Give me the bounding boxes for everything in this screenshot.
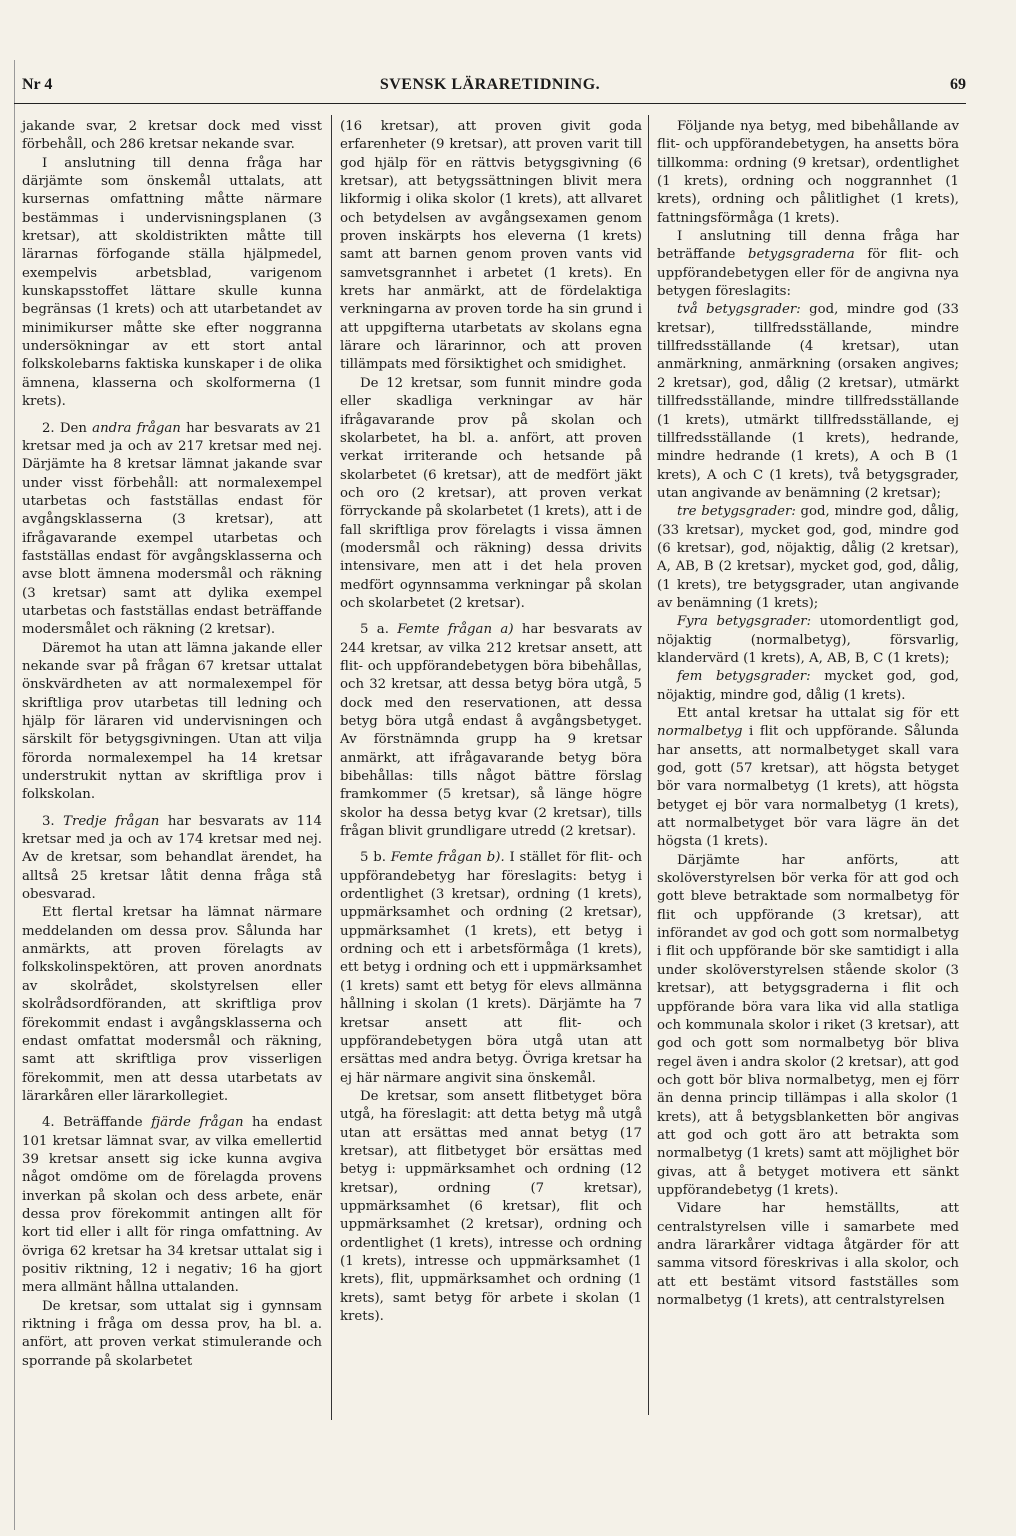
paragraph: De 12 kretsar, som funnit mindre goda eller skadliga verkningar av här ifrågavarande prov på skolan och skolarbetet, ha bl. a. anfört, att proven verkat irriterande och hetsande på skolarbetet (6 kretsar), att de medfört jäkt och oro (2 kretsar), att proven verkat förryckande på skolarbetet (1 krets), att i de fall skriftliga prov förelagts i vissa ämnen (modersmål och räkning) dessa drivits intensivare, men att i det hela proven medfört ogynnsamma verkningar på skolan och skolarbetet (2 kretsar). [340,375,642,611]
paragraph: Fyra betygsgrader: utomordentligt god, nöjaktig (normalbetyg), försvarlig, klandervärd (1 krets), A, AB, B, C (1 krets); [657,614,959,666]
paragraph: Vidare har hemställts, att centralstyrelsen ville i samarbete med andra lärarkårer vidtaga åtgärder för att samma vitsord föreskrivas i alla skolor, och att ett bestämt vitsord fastställes som normalbetyg (1 krets), att centralstyrelsen [657,1201,959,1308]
paragraph: fem betygsgrader: mycket god, god, nöjaktig, mindre god, dålig (1 krets). [657,669,959,703]
column-3 [657,118,959,1310]
paragraph: två betygsgrader: god, mindre god (33 kretsar), tillfredsställande, mindre tillfredsställande (4 kretsar), utan anmärkning, anmärkning (orsaken angives; 2 kretsar), god, dålig (2 kretsar), utmärkt tillfredsställande, mindre tillfredsställande (1 krets), utmärkt tillfredsställande, ej tillfredsställande (1 krets), hedrande, mindre hedrande (1 krets), A och B (1 krets), A och C (1 krets), två betygsgrader, utan angivande av benämning (2 kretsar); [657,302,959,501]
column-divider-1 [331,115,332,1420]
paragraph: Ett flertal kretsar ha lämnat närmare meddelanden om dessa prov. Sålunda har anmärkts, att proven förelagts av folkskolinspektören, att proven anordnats av skolrådet, skolstyrelsen eller skolrådsordföranden, att skriftliga prov förekommit endast i avgångsklasserna och endast omfattat modersmål och räkning, samt att skriftliga prov visserligen förekommit, men att dessa utarbetats av lärarkåren eller lärarkollegiet. [22,905,322,1104]
column-2 [340,118,642,1326]
paragraph: De kretsar, som uttalat sig i gynnsam riktning i fråga om dessa prov, ha bl. a. anfört, att proven verkat stimulerande och sporrande på skolarbetet [22,1298,322,1369]
paragraph: 5 a. Femte frågan a) har besvarats av 244 kretsar, av vilka 212 kretsar ansett, att flit- och uppförandebetygen böra bibehållas, och 32 kretsar, att dessa betyg böra utgå, 5 dock med den reservationen, att dessa betyg böra utgå endast å avgångsbetyget. Av förstnämnda grupp ha 9 kretsar anmärkt, att ifrågavarande betyg böra bibehållas: tills något bättre förslag framkommer (5 kretsar), så länge högre skolor ha dessa betyg kvar (2 kretsar), tills frågan blivit grundligare utredd (2 kretsar). [340,622,643,840]
paragraph: I anslutning till denna fråga har därjämte som önskemål uttalats, att kursernas omfattning måtte närmare bestämmas i undervisningsplanen (3 kretsar), att skoldistrikten måtte till lärarnas förfogande ställa hjälpmedel, exempelvis arbetsblad, varigenom kunskapsstoffet lättare skulle kunna begränsas (1 krets) och att utarbetandet av minimikurser måtte ske efter noggranna undersökningar av ett stort antal folkskolebarns faktiska kunskaper i de olika ämnena, klasserna och skolformerna (1 krets). [22,155,322,410]
paragraph: Följande nya betyg, med bibehållande av flit- och uppförandebetygen, ha ansetts böra tillkomma: ordning (9 kretsar), ordentlighet (1 krets), ordning och noggrannhet (1 krets), ordning och pålitlighet (1 krets), fattningsförmåga (1 krets). [657,119,959,226]
column-divider-2 [648,115,649,1415]
page-header [14,66,966,96]
paragraph: 4. Beträffande fjärde frågan ha endast 101 kretsar lämnat svar, av vilka emellertid 39 kretsar ansett sig icke kunna avgiva något omdöme om de förelagda provens inverkan på skolan och dess arbete, enär dessa prov förekommit antingen allt för kort tid eller i allt för ringa omfattning. Av övriga 62 kretsar ha 34 kretsar uttalat sig i positiv riktning, 12 i negativ; 16 ha gjort mera allmänt hållna uttalanden. [22,1115,322,1296]
paragraph: 2. Den andra frågan har besvarats av 21 kretsar med ja och av 217 kretsar med nej. Därjämte ha 8 kretsar lämnat jakande svar under visst förbehåll: att normalexempel utarbetas och fastställas endast för avgångsklasserna (3 kretsar), att ifrågavarande exempel utarbetas och fastställas endast för avgångsklasserna och avse blott ämnena modersmål och räkning (3 kretsar) samt att dylika exempel utarbetas och fastställas endast beträffande modersmålet och räkning (2 kretsar). [22,420,322,638]
issue-number: Nr 4 [22,76,53,93]
paragraph: Däremot ha utan att lämna jakande eller nekande svar på frågan 67 kretsar uttalat önskvärdheten av att normalexempel för skriftliga prov utarbetas till ledning och hjälp för läraren vid undervisningen och särskilt för betygsgivningen. Utan att vilja förorda normalexempel ha 14 kretsar understrukit nyttan av skriftliga prov i folkskolan. [22,640,322,803]
paragraph: I anslutning till denna fråga har beträffande betygsgraderna för flit- och uppförandebetygen eller för de angivna nya betygen föreslagits: [657,229,959,300]
column-1 [22,118,322,1371]
paragraph: tre betygsgrader: god, mindre god, dålig, (33 kretsar), mycket god, god, mindre god (6 kretsar), god, nöjaktig, dålig (2 kretsar), A, AB, B (2 kretsar), mycket god, god, dålig, (1 krets), tre betygsgrader, utan angivande av benämning (1 krets); [657,504,960,611]
publication-title: SVENSK LÄRARETIDNING. [379,76,601,93]
paragraph: jakande svar, 2 kretsar dock med visst förbehåll, och 286 kretsar nekande svar. [22,119,322,153]
paragraph: Ett antal kretsar ha uttalat sig för ett normalbetyg i flit och uppförande. Sålunda har ansetts, att normalbetyget skall vara god, gott (57 kretsar), att högsta betyget bör vara normalbetyg (1 krets), att högsta betyget ej bör vara normalbetyg (1 krets), att normalbetyget bör vara lägre än det högsta (1 krets). [657,706,959,850]
paragraph: 3. Tredje frågan har besvarats av 114 kretsar med ja och av 174 kretsar med nej. Av de kretsar, som behandlat ärendet, ha alltså 25 kretsar låtit denna fråga stå obesvarad. [22,813,322,903]
paragraph: Därjämte har anförts, att skolöverstyrelsen bör verka för att god och gott bleve betraktade som normalbetyg för flit och uppförande (3 kretsar), att införandet av god och gott som normalbetyg i flit och uppförande bör ske samtidigt i alla under skolöverstyrelsen stående skolor (3 kretsar), att betygsgraderna i flit och uppförande böra vara lika vid alla statliga och kommunala skolor i riket (3 kretsar), att god och gott som normalbetyg bör bliva regel även i andra skolor (2 kretsar), att god och gott bör bliva normalbetyg, men ej förr än denna princip tillämpas i alla skolor (1 krets), att å betygsblanketten bör angivas att god och gott äro att betrakta som normalbetyg (1 krets) samt att möjlighet bör givas, att å betyget motivera ett sänkt uppförandebetyg (1 krets). [657,852,959,1198]
paragraph: (16 kretsar), att proven givit goda erfarenheter (9 kretsar), att proven varit till god hjälp för en rättvis betygsgivning (6 kretsar), att betygssättningen blivit mera likformig i olika skolor (1 krets), att allvaret och betydelsen av avgångsexamen genom proven inskärpts hos eleverna (1 krets) samt att barnen genom proven vants vid samvetsgrannhet i arbetet (1 krets). En krets har anmärkt, att de fördelaktiga verkningarna av proven torde ha sin grund i att uppgifterna utarbetats av skolans egna lärare och lärarinnor, och att proven tillämpats med försiktighet och smidighet. [340,119,642,373]
paragraph: 5 b. Femte frågan b). I stället för flit- och uppförandebetyg har föreslagits: betyg i ordentlighet (3 kretsar), ordning (1 krets), uppmärksamhet och ordning (2 kretsar), uppmärksamhet (1 krets), ett betyg i ordning och ett i arbetsförmåga (1 krets), ett betyg i ordning och ett i uppmärksamhet (1 krets) samt ett betyg för elevs allmänna hållning i skolan (1 krets). Därjämte ha 7 kretsar ansett att flit- och uppförandebetygen böra utgå utan att ersättas med andra betyg. Övriga kretsar ha ej här närmare angivit sina önskemål. [340,850,643,1086]
header-rule [14,103,966,104]
paragraph: De kretsar, som ansett flitbetyget böra utgå, ha föreslagit: att detta betyg må utgå utan att ersättas med annat betyg (17 kretsar), att flitbetyget bör ersättas med betyg i: uppmärksamhet och ordning (12 kretsar), ordning (7 kretsar), uppmärksamhet (6 kretsar), flit och uppmärksamhet (2 kretsar), ordning och ordentlighet (1 krets), intresse och ordning (1 krets), intresse och uppmärksamhet (1 krets), flit, uppmärksamhet och ordning (1 krets), samt betyg för arbete i skolan (1 krets). [340,1088,642,1324]
page-edge-line [14,60,15,1530]
page-number: 69 [950,76,966,93]
